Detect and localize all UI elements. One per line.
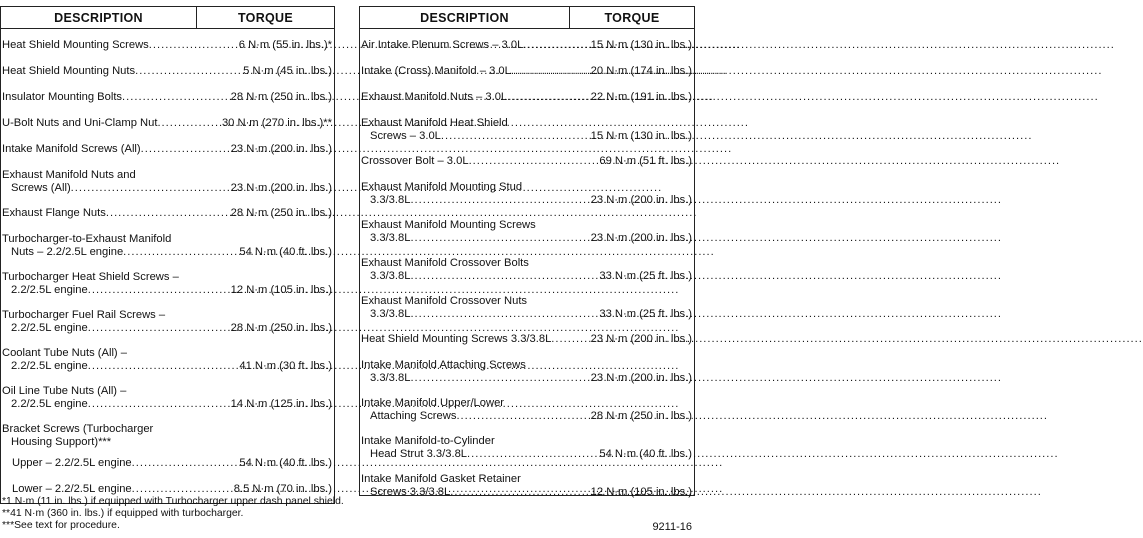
row-torque-value: 15 N·m (130 in. lbs.) [590, 130, 692, 142]
table-row [360, 155, 694, 168]
row-torque-value: 30 N·m (270 in. lbs.)** [221, 117, 332, 129]
leader-dots [410, 372, 587, 385]
table-row [360, 257, 694, 283]
row-description: Lower – 2.2/2.5L engine [12, 483, 132, 495]
row-description: Intake Manifold Screws (All) [2, 143, 141, 155]
table-row [360, 181, 694, 207]
leader-dots [157, 117, 219, 130]
table-row [360, 39, 694, 52]
table-row [1, 423, 334, 449]
row-torque-value: 69 N·m (51 ft. lbs.) [599, 155, 692, 167]
table-row [1, 117, 334, 130]
table-row [1, 169, 334, 195]
row-description: 3.3/3.8L [370, 308, 411, 320]
row-description: 2.2/2.5L engine [11, 398, 88, 410]
row-description: 3.3/3.8L [370, 232, 411, 244]
row-description: Insulator Mounting Bolts [2, 91, 123, 103]
table-row [360, 333, 694, 346]
row-torque-value: 41 N·m (30 ft. lbs.) [239, 360, 332, 372]
table-row [1, 143, 334, 156]
leader-dots [410, 270, 596, 283]
row-torque-value: 12 N·m (105 in. lbs.) [230, 284, 332, 296]
row-description: Attaching Screws [370, 410, 457, 422]
row-description: Housing Support)*** [11, 436, 112, 448]
row-torque-value: 33 N·m (25 ft. lbs.) [599, 308, 692, 320]
row-torque-value: 12 N·m (105 in. lbs.) [590, 486, 692, 498]
row-description: Screws – 3.0L [370, 130, 441, 142]
row-description: 3.3/3.8L [370, 372, 411, 384]
row-description: Exhaust Manifold Crossover Nuts [361, 295, 528, 307]
table-row [360, 295, 694, 321]
row-description: Turbocharger Heat Shield Screws – [2, 271, 179, 283]
table-header [1, 7, 334, 29]
row-torque-value: 14 N·m (125 in. lbs.) [230, 398, 332, 410]
table-row [1, 207, 334, 220]
row-description: Coolant Tube Nuts (All) – [2, 347, 127, 359]
table-row [360, 435, 694, 461]
row-description: Intake Manifold Gasket Retainer [361, 473, 521, 485]
right-rows [360, 29, 694, 498]
torque-column-header: TORQUE [604, 10, 660, 25]
table-row [360, 65, 694, 78]
torque-table-right [359, 6, 695, 496]
row-description: U-Bolt Nuts and Uni-Clamp Nut [2, 117, 158, 129]
row-description: Exhaust Manifold Nuts and [2, 169, 136, 181]
row-torque-value: 23 N·m (200 in. lbs.) [590, 333, 692, 345]
row-description: Intake Manifold-to-Cylinder [361, 435, 495, 447]
row-description: Heat Shield Mounting Screws [2, 39, 149, 51]
row-description: Exhaust Manifold Mounting Screws [361, 219, 536, 231]
table-row [360, 359, 694, 385]
table-row [1, 347, 334, 373]
row-torque-value: 23 N·m (200 in. lbs.) [230, 182, 332, 194]
row-description: Intake (Cross) Manifold – 3.0L [361, 65, 511, 77]
row-description: 2.2/2.5L engine [11, 284, 88, 296]
table-row [1, 39, 334, 52]
table-header [360, 7, 694, 29]
row-description: Intake Manifold Attaching Screws [361, 359, 526, 371]
leader-dots [88, 360, 237, 373]
leader-dots [88, 322, 228, 335]
row-torque-value: 20 N·m (174 in. lbs.) [590, 65, 692, 77]
row-description: Screws (All) [11, 182, 71, 194]
table-row [360, 397, 694, 423]
leader-dots [123, 246, 236, 259]
row-description: Crossover Bolt – 3.0L [361, 155, 469, 167]
row-description: Exhaust Flange Nuts [2, 207, 106, 219]
description-column-header: DESCRIPTION [360, 7, 570, 28]
left-rows [1, 29, 334, 503]
row-torque-value: 28 N·m (250 in. lbs.) [230, 322, 332, 334]
torque-column-header: TORQUE [237, 10, 294, 25]
leader-dots [410, 194, 587, 207]
table-row [1, 309, 334, 335]
row-description: Heat Shield Mounting Screws 3.3/3.8L [361, 333, 552, 345]
row-description: 3.3/3.8L [370, 270, 411, 282]
table-row [360, 91, 694, 104]
row-torque-value: 33 N·m (25 ft. lbs.) [599, 270, 692, 282]
row-torque-value: 15 N·m (130 in. lbs.) [590, 39, 692, 51]
table-row [1, 385, 334, 411]
leader-dots [141, 143, 228, 156]
torque-table-left [0, 6, 335, 504]
row-torque-value: 8.5 N·m (70 in. lbs.) [233, 483, 332, 495]
row-torque-value: 28 N·m (250 in. lbs.) [590, 410, 692, 422]
row-description: Turbocharger-to-Exhaust Manifold [2, 233, 172, 245]
leader-dots [71, 182, 228, 195]
row-description: Exhaust Manifold Nuts – 3.0L [361, 91, 508, 103]
leader-dots [511, 65, 588, 78]
row-torque-value: 23 N·m (200 in. lbs.) [590, 372, 692, 384]
row-torque-value: 23 N·m (200 in. lbs.) [590, 194, 692, 206]
row-description: 2.2/2.5L engine [11, 322, 88, 334]
row-description: Air Intake Plenum Screws – 3.0L [361, 39, 524, 51]
row-description: Screws 3.3/3.8L [370, 486, 451, 498]
row-description: Exhaust Manifold Mounting Stud [361, 181, 523, 193]
leader-dots [410, 308, 596, 321]
footnote: *1 N·m (11 in. lbs.) if equipped with Turbocharger upper dash panel shield. [2, 496, 344, 507]
row-description: Bracket Screws (Turbocharger [2, 423, 154, 435]
leader-dots [122, 91, 228, 104]
row-torque-value: 22 N·m (191 in. lbs.) [590, 91, 692, 103]
row-torque-value: 23 N·m (200 in. lbs.) [230, 143, 332, 155]
leader-dots [88, 284, 228, 297]
leader-dots [507, 91, 588, 104]
figure-number: 9211-16 [652, 521, 692, 533]
leader-dots [469, 155, 597, 168]
row-torque-value: 28 N·m (250 in. lbs.) [230, 91, 332, 103]
row-description: Exhaust Manifold Heat Shield [361, 117, 508, 129]
table-row [1, 457, 334, 470]
footnotes [2, 496, 344, 532]
leader-dots [135, 65, 240, 78]
row-description: Nuts – 2.2/2.5L engine [11, 246, 124, 258]
leader-dots [456, 410, 587, 423]
leader-dots [132, 457, 237, 470]
footnote: ***See text for procedure. [2, 520, 120, 531]
leader-dots [441, 130, 588, 143]
row-torque-value: 6 N·m (55 in. lbs.)* [238, 39, 332, 51]
row-description: Turbocharger Fuel Rail Screws – [2, 309, 166, 321]
leader-dots [551, 333, 587, 346]
leader-dots [149, 39, 236, 52]
table-row [1, 65, 334, 78]
table-row [1, 233, 334, 259]
row-torque-value: 23 N·m (200 in. lbs.) [590, 232, 692, 244]
description-column-header: DESCRIPTION [1, 7, 197, 28]
row-torque-value: 28 N·m (250 in. lbs.) [230, 207, 332, 219]
row-torque-value: 54 N·m (40 ft. lbs.) [239, 246, 332, 258]
table-row [360, 117, 694, 143]
table-row [1, 91, 334, 104]
leader-dots [450, 486, 587, 499]
table-row [360, 219, 694, 245]
row-description: Oil Line Tube Nuts (All) – [2, 385, 127, 397]
leader-dots [523, 39, 587, 52]
row-description: 2.2/2.5L engine [11, 360, 88, 372]
leader-dots [410, 232, 587, 245]
row-description: Heat Shield Mounting Nuts [2, 65, 136, 77]
row-description: Upper – 2.2/2.5L engine [12, 457, 132, 469]
row-description: Head Strut 3.3/3.8L [370, 448, 468, 460]
row-description: Exhaust Manifold Crossover Bolts [361, 257, 529, 269]
leader-dots [106, 207, 228, 220]
row-torque-value: 5 N·m (45 in. lbs.) [243, 65, 332, 77]
row-description: Intake Manifold Upper/Lower [361, 397, 505, 409]
table-row [360, 473, 694, 499]
leader-dots [88, 398, 228, 411]
footnote: **41 N·m (360 in. lbs.) if equipped with turbocharger. [2, 508, 244, 519]
leader-dots [132, 483, 231, 496]
leader-dots [467, 448, 596, 461]
row-torque-value: 54 N·m (40 ft. lbs.) [599, 448, 692, 460]
row-description: 3.3/3.8L [370, 194, 411, 206]
row-torque-value: 54 N·m (40 ft. lbs.) [239, 457, 332, 469]
table-row [1, 483, 334, 496]
table-row [1, 271, 334, 297]
